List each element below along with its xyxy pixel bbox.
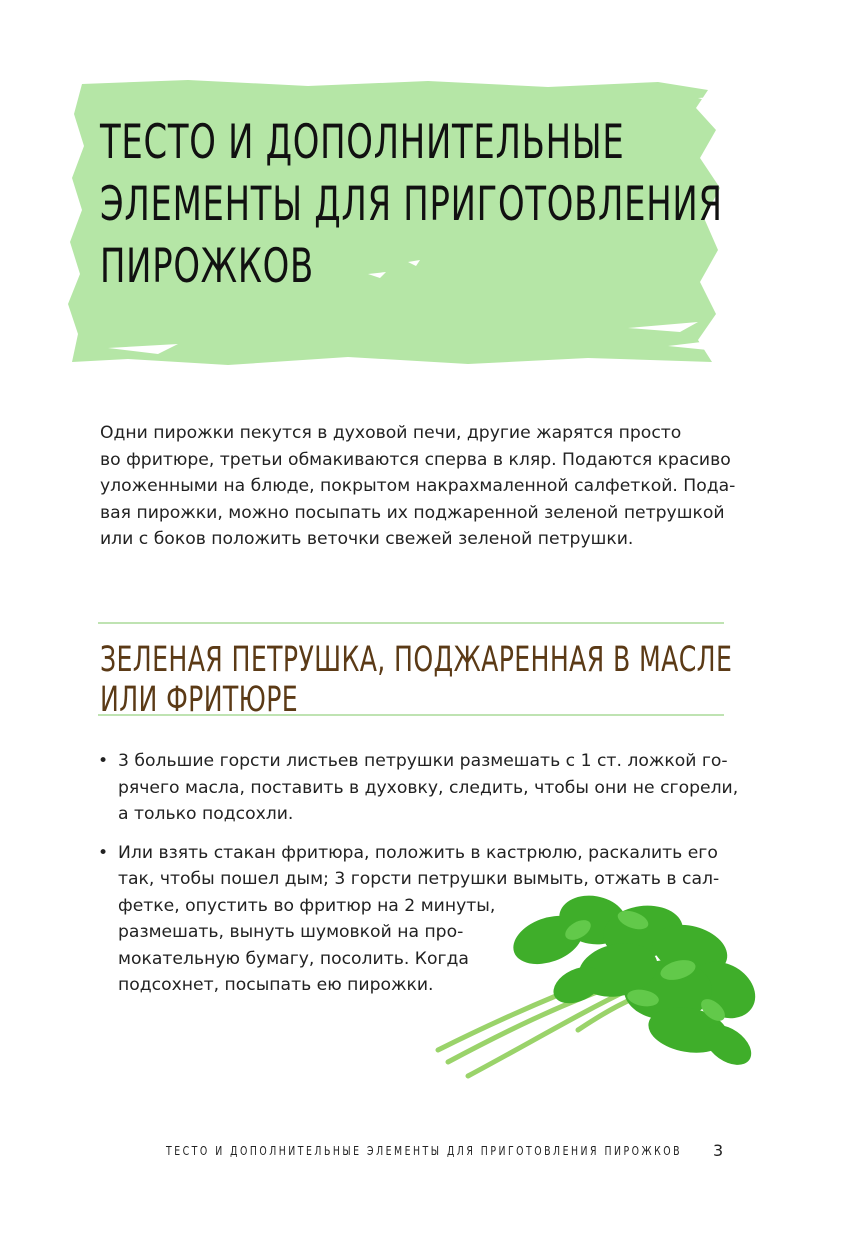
list-item-line: фетке, опустить во фритюр на 2 минуты, xyxy=(118,895,496,916)
page-number: 3 xyxy=(713,1141,724,1160)
list-item-line: мокательную бумагу, посолить. Когда xyxy=(118,948,469,969)
list-item-line: подсохнет, посыпать ею пирожки. xyxy=(118,975,434,995)
title-line: ТЕСТО И ДОПОЛНИТЕЛЬНЫЕ xyxy=(100,115,625,170)
list-item xyxy=(98,748,738,828)
section-heading-line: ЗЕЛЕНАЯ ПЕТРУШКА, ПОДЖАРЕННАЯ В МАСЛЕ xyxy=(100,640,733,680)
intro-paragraph xyxy=(100,420,736,553)
intro-line: Одни пирожки пекутся в духовой печи, другие жарятся просто xyxy=(100,423,682,443)
section-rule-top xyxy=(98,622,724,624)
intro-line: вая пирожки, можно посыпать их поджаренной зеленой петрушкой xyxy=(100,502,725,523)
list-item-line: так, чтобы пошел дым; 3 горсти петрушки вымыть, отжать в сал- xyxy=(118,869,720,889)
list-item-line: 3 большие горсти листьев петрушки размешать с 1 ст. ложкой го- xyxy=(118,751,728,771)
running-footer: ТЕСТО И ДОПОЛНИТЕЛЬНЫЕ ЭЛЕМЕНТЫ ДЛЯ ПРИГОТОВЛЕНИЯ ПИРОЖКОВ xyxy=(166,1144,683,1158)
section-heading xyxy=(100,640,734,720)
parsley-image xyxy=(428,880,768,1100)
section-heading-line: ИЛИ ФРИТЮРЕ xyxy=(100,680,299,720)
page-title xyxy=(100,112,723,298)
intro-line: или с боков положить веточки свежей зеленой петрушки. xyxy=(100,529,634,549)
title-line: ЭЛЕМЕНТЫ ДЛЯ ПРИГОТОВЛЕНИЯ xyxy=(100,177,723,232)
intro-line: уложенными на блюде, покрытом накрахмаленной салфеткой. Пода- xyxy=(100,476,736,496)
title-line: ПИРОЖКОВ xyxy=(100,239,314,294)
list-item-line: размешать, вынуть шумовкой на про- xyxy=(118,922,464,942)
list-item-line: рячего масла, поставить в духовку, следить, чтобы они не сгорели, xyxy=(118,777,739,798)
bullet-marker: • xyxy=(98,751,109,771)
bullet-marker: • xyxy=(98,842,109,863)
list-item-line: Или взять стакан фритюра, положить в кастрюлю, раскалить его xyxy=(118,842,718,863)
section-rule-bottom xyxy=(98,714,724,716)
intro-line: во фритюре, третьи обмакиваются сперва в кляр. Подаются красиво xyxy=(100,449,731,470)
list-item-line: а только подсохли. xyxy=(118,804,294,824)
